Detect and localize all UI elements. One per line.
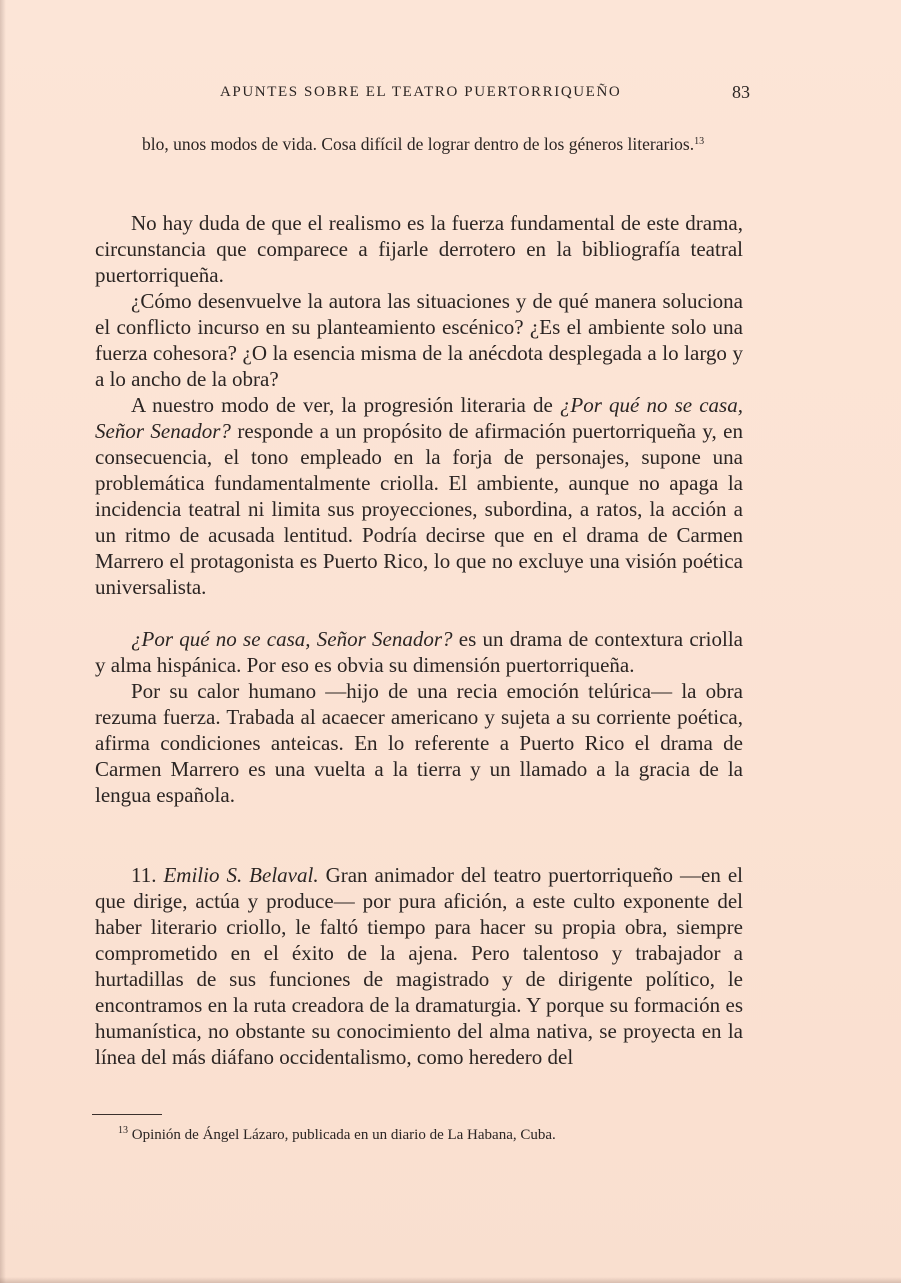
- criolla-text: es un drama de contextura criolla y alma hispánica. Por eso es obvia su dimensión puertorriqueña.: [95, 627, 743, 677]
- paragraph-belaval: [95, 862, 743, 1070]
- page-edge-shadow: [0, 0, 6, 1283]
- footnote-ref: 13: [694, 136, 705, 147]
- page-header: [220, 84, 750, 108]
- page-number: 83: [732, 82, 750, 102]
- footnote-text: Opinión de Ángel Lázaro, publicada en un diario de La Habana, Cuba.: [128, 1127, 556, 1143]
- paragraph-calor-humano: Por su calor humano —hijo de una recia emoción telúrica— la obra rezuma fuerza. Trabada al acaecer americano y sujeta a su corriente poética, afirma condiciones anteicas. En lo referente a Puerto Rico el drama de Carmen Marrero es una vuelta a la tierra y un llamado a la gracia de la lengua española.: [95, 679, 743, 807]
- footnote-number: 13: [118, 1125, 128, 1136]
- paragraph-questions: ¿Cómo desenvuelve la autora las situaciones y de qué manera soluciona el conflicto incurso en su planteamiento escénico? ¿Es el ambiente solo una fuerza cohesora? ¿O la esencia misma de la anécdota desplegada a lo largo y a lo ancho de la obra?: [95, 289, 743, 391]
- section-realism: [95, 210, 743, 600]
- play-title: ¿Por qué no se casa, Señor Senador?: [95, 393, 743, 443]
- footnote-divider: [92, 1114, 162, 1115]
- play-title: ¿Por qué no se casa, Señor Senador?: [131, 627, 453, 651]
- section-belaval: [95, 862, 743, 1070]
- section-criolla: [95, 626, 743, 808]
- quote-text: blo, unos modos de vida. Cosa difícil de lograr dentro de los géneros literarios.: [142, 134, 695, 154]
- continued-quote: [142, 132, 742, 156]
- belaval-text: Gran animador del teatro puertorriqueño —en el que dirige, actúa y produce— por pura afición, a este culto exponente del haber literario criollo, le faltó tiempo para hacer su propia obra, siempre comprometido en el éxito de la ajena. Pero talentoso y trabajador a hurtadillas de sus funciones de magistrado y de dirigente político, le encontramos en la ruta creadora de la dramaturgia. Y porque su formación es humanística, no obstante su conocimiento del alma nativa, se proyecta en la línea del más diáfano occidentalismo, como heredero del: [95, 863, 743, 1069]
- running-title: APUNTES SOBRE EL TEATRO PUERTORRIQUEÑO: [220, 84, 622, 100]
- progression-text-rest: responde a un propósito de afirmación puertorriqueña y, en consecuencia, el tono empleado en la forja de personajes, supone una problemática fundamentalmente criolla. El ambiente, aunque no apaga la incidencia teatral ni limita sus proyecciones, subordina, a ratos, la acción a un ritmo de acusada lentitud. Podría decirse que en el drama de Carmen Marrero el protagonista es Puerto Rico, lo que no excluye una visión poética universalista.: [95, 419, 743, 599]
- footnote: [118, 1124, 758, 1146]
- paragraph-progression: [95, 392, 743, 600]
- paragraph-criolla: [95, 626, 743, 678]
- paragraph-realism: No hay duda de que el realismo es la fuerza fundamental de este drama, circunstancia que comparece a fijarle derrotero en la bibliografía teatral puertorriqueña.: [95, 211, 743, 287]
- quote-paragraph: [142, 132, 742, 156]
- author-name: Emilio S. Belaval.: [163, 863, 319, 887]
- progression-text-start: A nuestro modo de ver, la progresión literaria de: [131, 393, 560, 417]
- section-number: 11.: [131, 863, 164, 887]
- page-bottom-shadow: [0, 1277, 901, 1283]
